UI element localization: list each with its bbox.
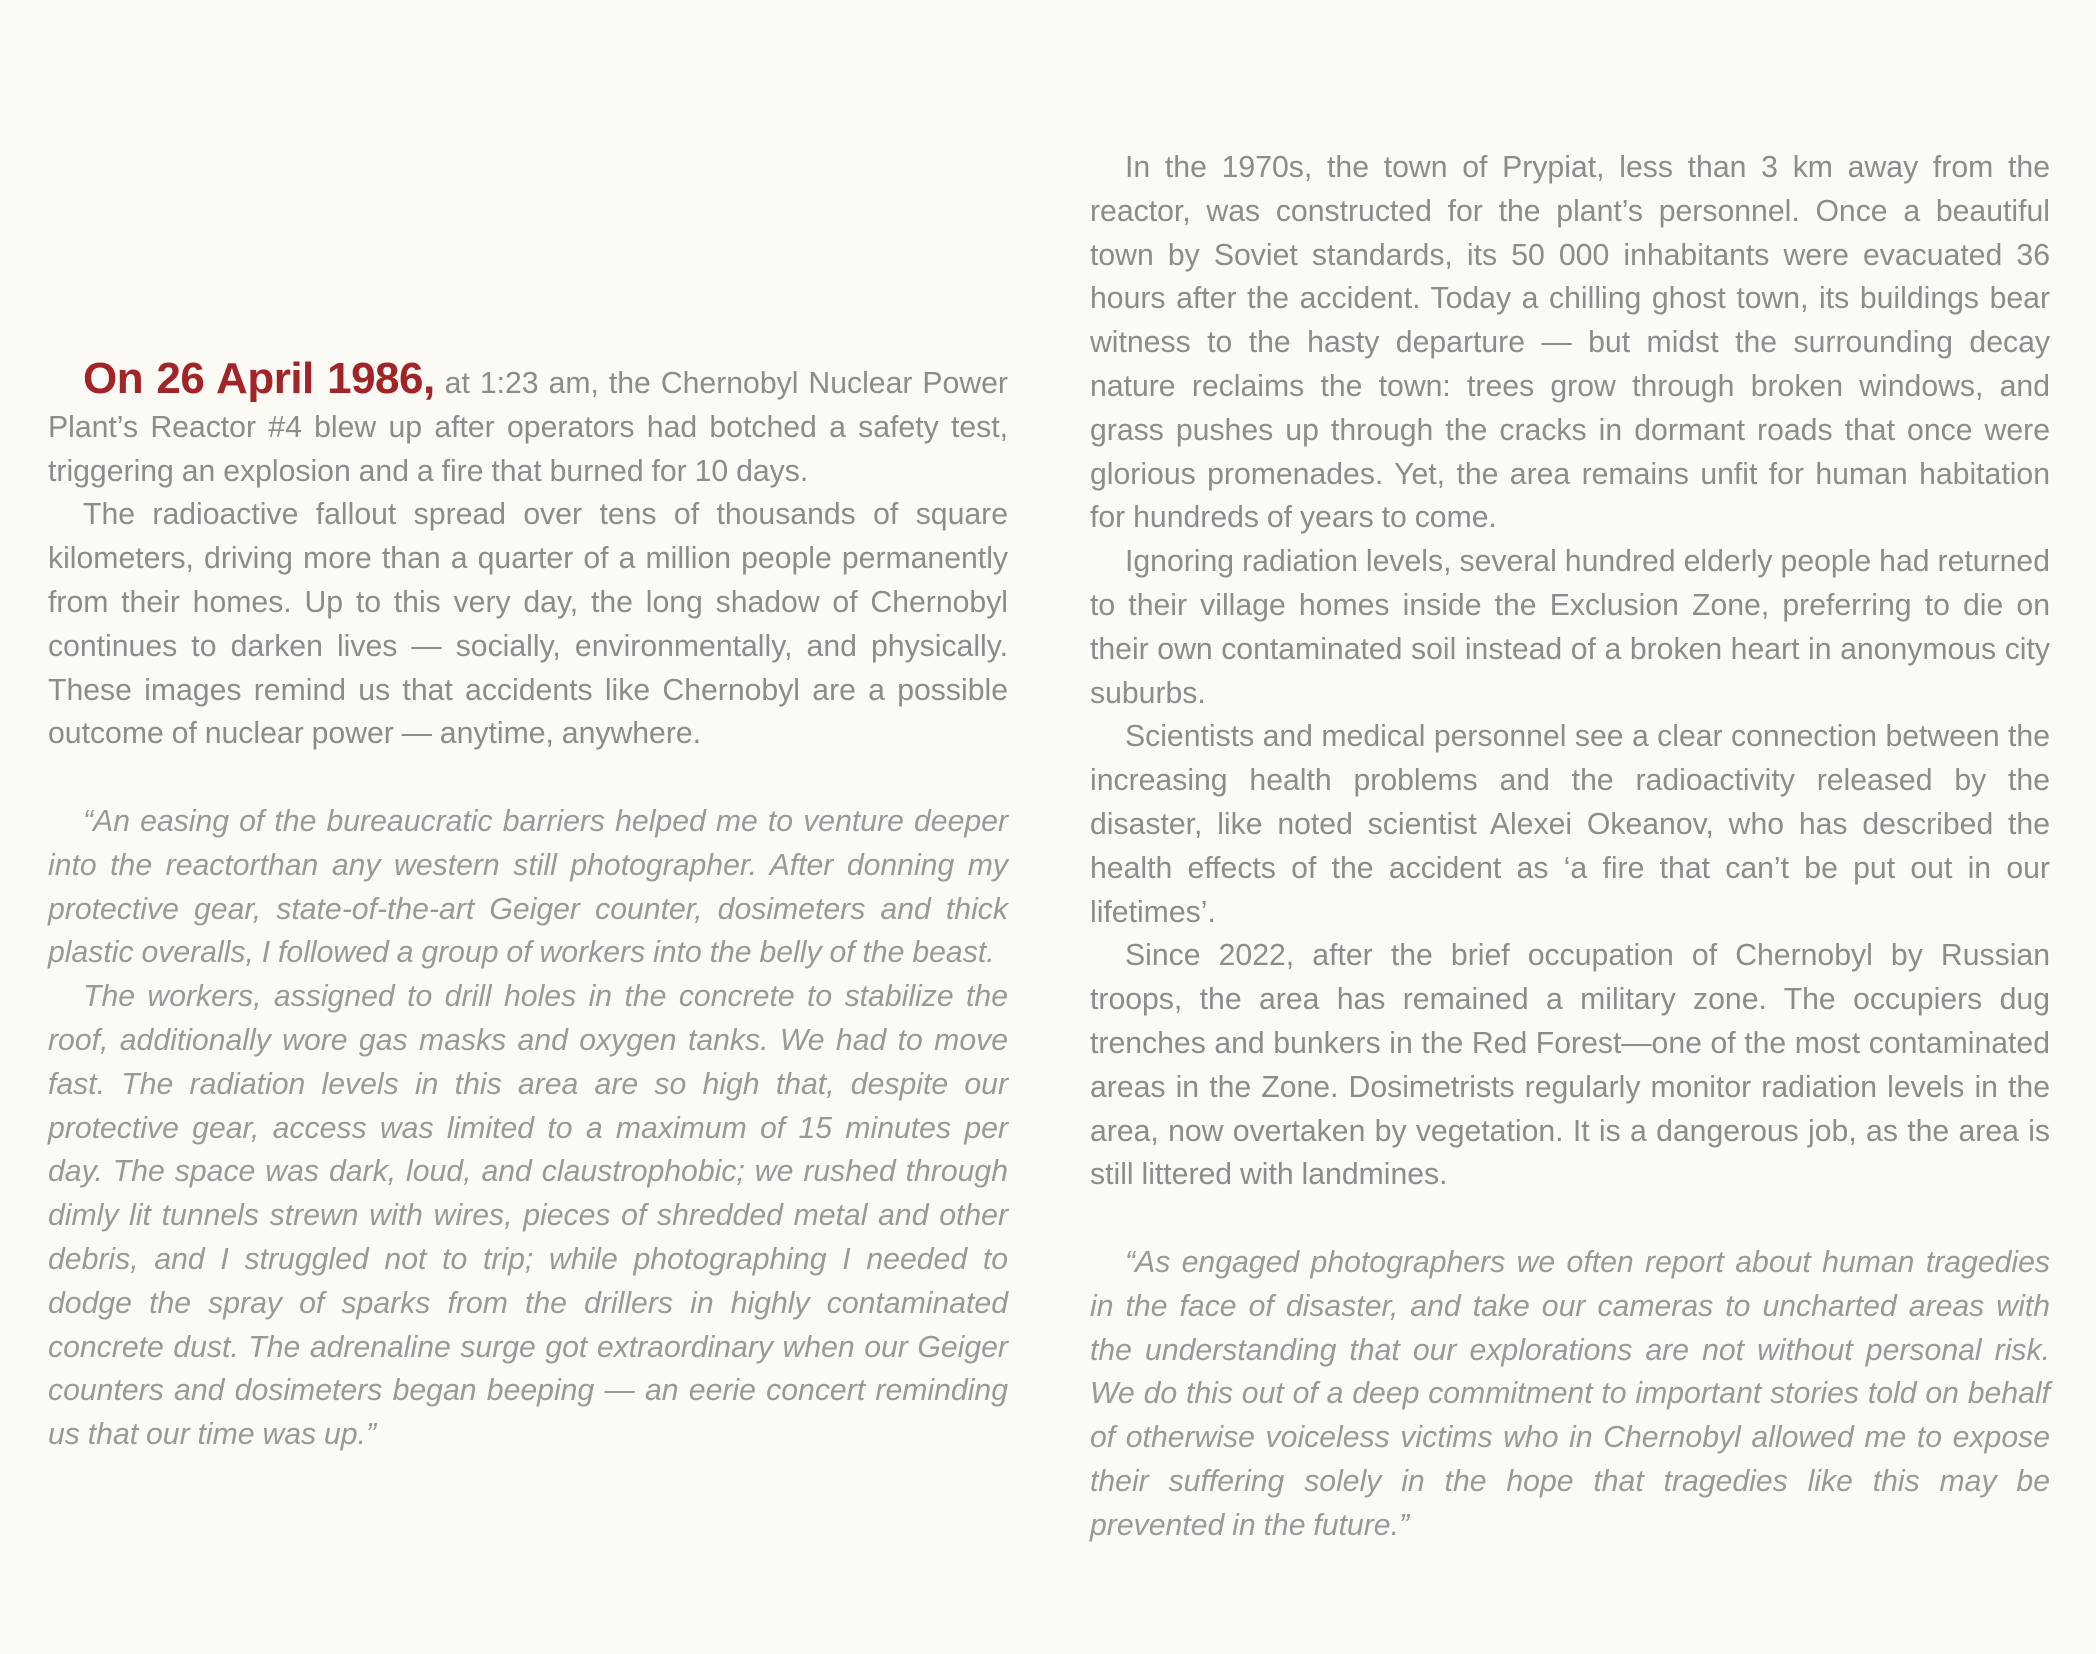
intro-text: at 1:23 am, the Chernobyl Nuclear Power Plant’s Reactor #4 blew up after operators had botched a safety test, triggering an explosion and a fire that burned for 10 days. [48, 367, 1008, 488]
quote-paragraph-2: The workers, assigned to drill holes in the concrete to stabilize the roof, additionally wore gas masks and oxygen tanks. We had to move fast. The radiation levels in this area are so high that, despite our protective gear, access was limited to a maximum of 15 minutes per day. The space was dark, loud, and claustrophobic; we rushed through dimly lit tunnels strewn with wires, pieces of shredded metal and other debris, and I struggled not to trip; while photographing I needed to dodge the spray of sparks from the drillers in highly contaminated concrete dust. The adrenaline surge got extraordinary when our Geiger counters and dosimeters began beeping — an eerie concert reminding us that our time was up.” [48, 980, 1008, 1452]
fallout-paragraph: The radioactive fallout spread over tens of thousands of square kilometers, driving more than a quarter of a million people permanently from their homes. Up to this very day, the long shadow of Chernobyl continues to darken lives — socially, environmentally, and physically. These images remind us that accidents like Chernobyl are a possible outcome of nuclear power — anytime, anywhere. [48, 498, 1008, 751]
elderly-paragraph: Ignoring radiation levels, several hundred elderly people had returned to their village homes inside the Exclusion Zone, preferring to die on their own contaminated soil instead of a broken heart in anonymous city suburbs. [1090, 545, 2050, 710]
quote-paragraph-1: “An easing of the bureaucratic barriers helped me to venture deeper into the reactorthan any western still photographer. After donning my protective gear, state-of-the-art Geiger counter, dosimeters and thick plastic overalls, I followed a group of workers into the belly of the beast. [48, 804, 1008, 970]
right-column [1090, 146, 2050, 1548]
left-column [48, 354, 1008, 1457]
closing-quote-paragraph: “As engaged photographers we often report about human tragedies in the face of disaster, and take our cameras to uncharted areas with the understanding that our explorations are not without personal risk. We do this out of a deep commitment to important stories told on behalf of otherwise voiceless victims who in Chernobyl allowed me to expose their suffering solely in the hope that tragedies like this may be prevented in the future.” [1090, 1245, 2050, 1542]
health-paragraph: Scientists and medical personnel see a clear connection between the increasing health problems and the radioactivity released by the disaster, like noted scientist Alexei Okeanov, who has described the health effects of the accident as ‘a fire that can’t be put out in our lifetimes’. [1090, 720, 2050, 929]
military-zone-paragraph: Since 2022, after the brief occupation of Chernobyl by Russian troops, the area has remained a military zone. The occupiers dug trenches and bunkers in the Red Forest—one of the most contaminated areas in the Zone. Dosimetrists regularly monitor radiation levels in the area, now overtaken by vegetation. It is a dangerous job, as the area is still littered with landmines. [1090, 939, 2050, 1192]
intro-paragraph [48, 354, 1008, 493]
lead-date: On 26 April 1986, [83, 354, 435, 403]
prypiat-paragraph: In the 1970s, the town of Prypiat, less than 3 km away from the reactor, was constructed for the plant’s personnel. Once a beautiful town by Soviet standards, its 50 000 inhabitants were evacuated 36 hours after the accident. Today a chilling ghost town, its buildings bear witness to the hasty departure — but midst the surrounding decay nature reclaims the town: trees grow through broken windows, and grass pushes up through the cracks in dormant roads that once were glorious promenades. Yet, the area remains unfit for human habitation for hundreds of years to come. [1090, 151, 2050, 535]
